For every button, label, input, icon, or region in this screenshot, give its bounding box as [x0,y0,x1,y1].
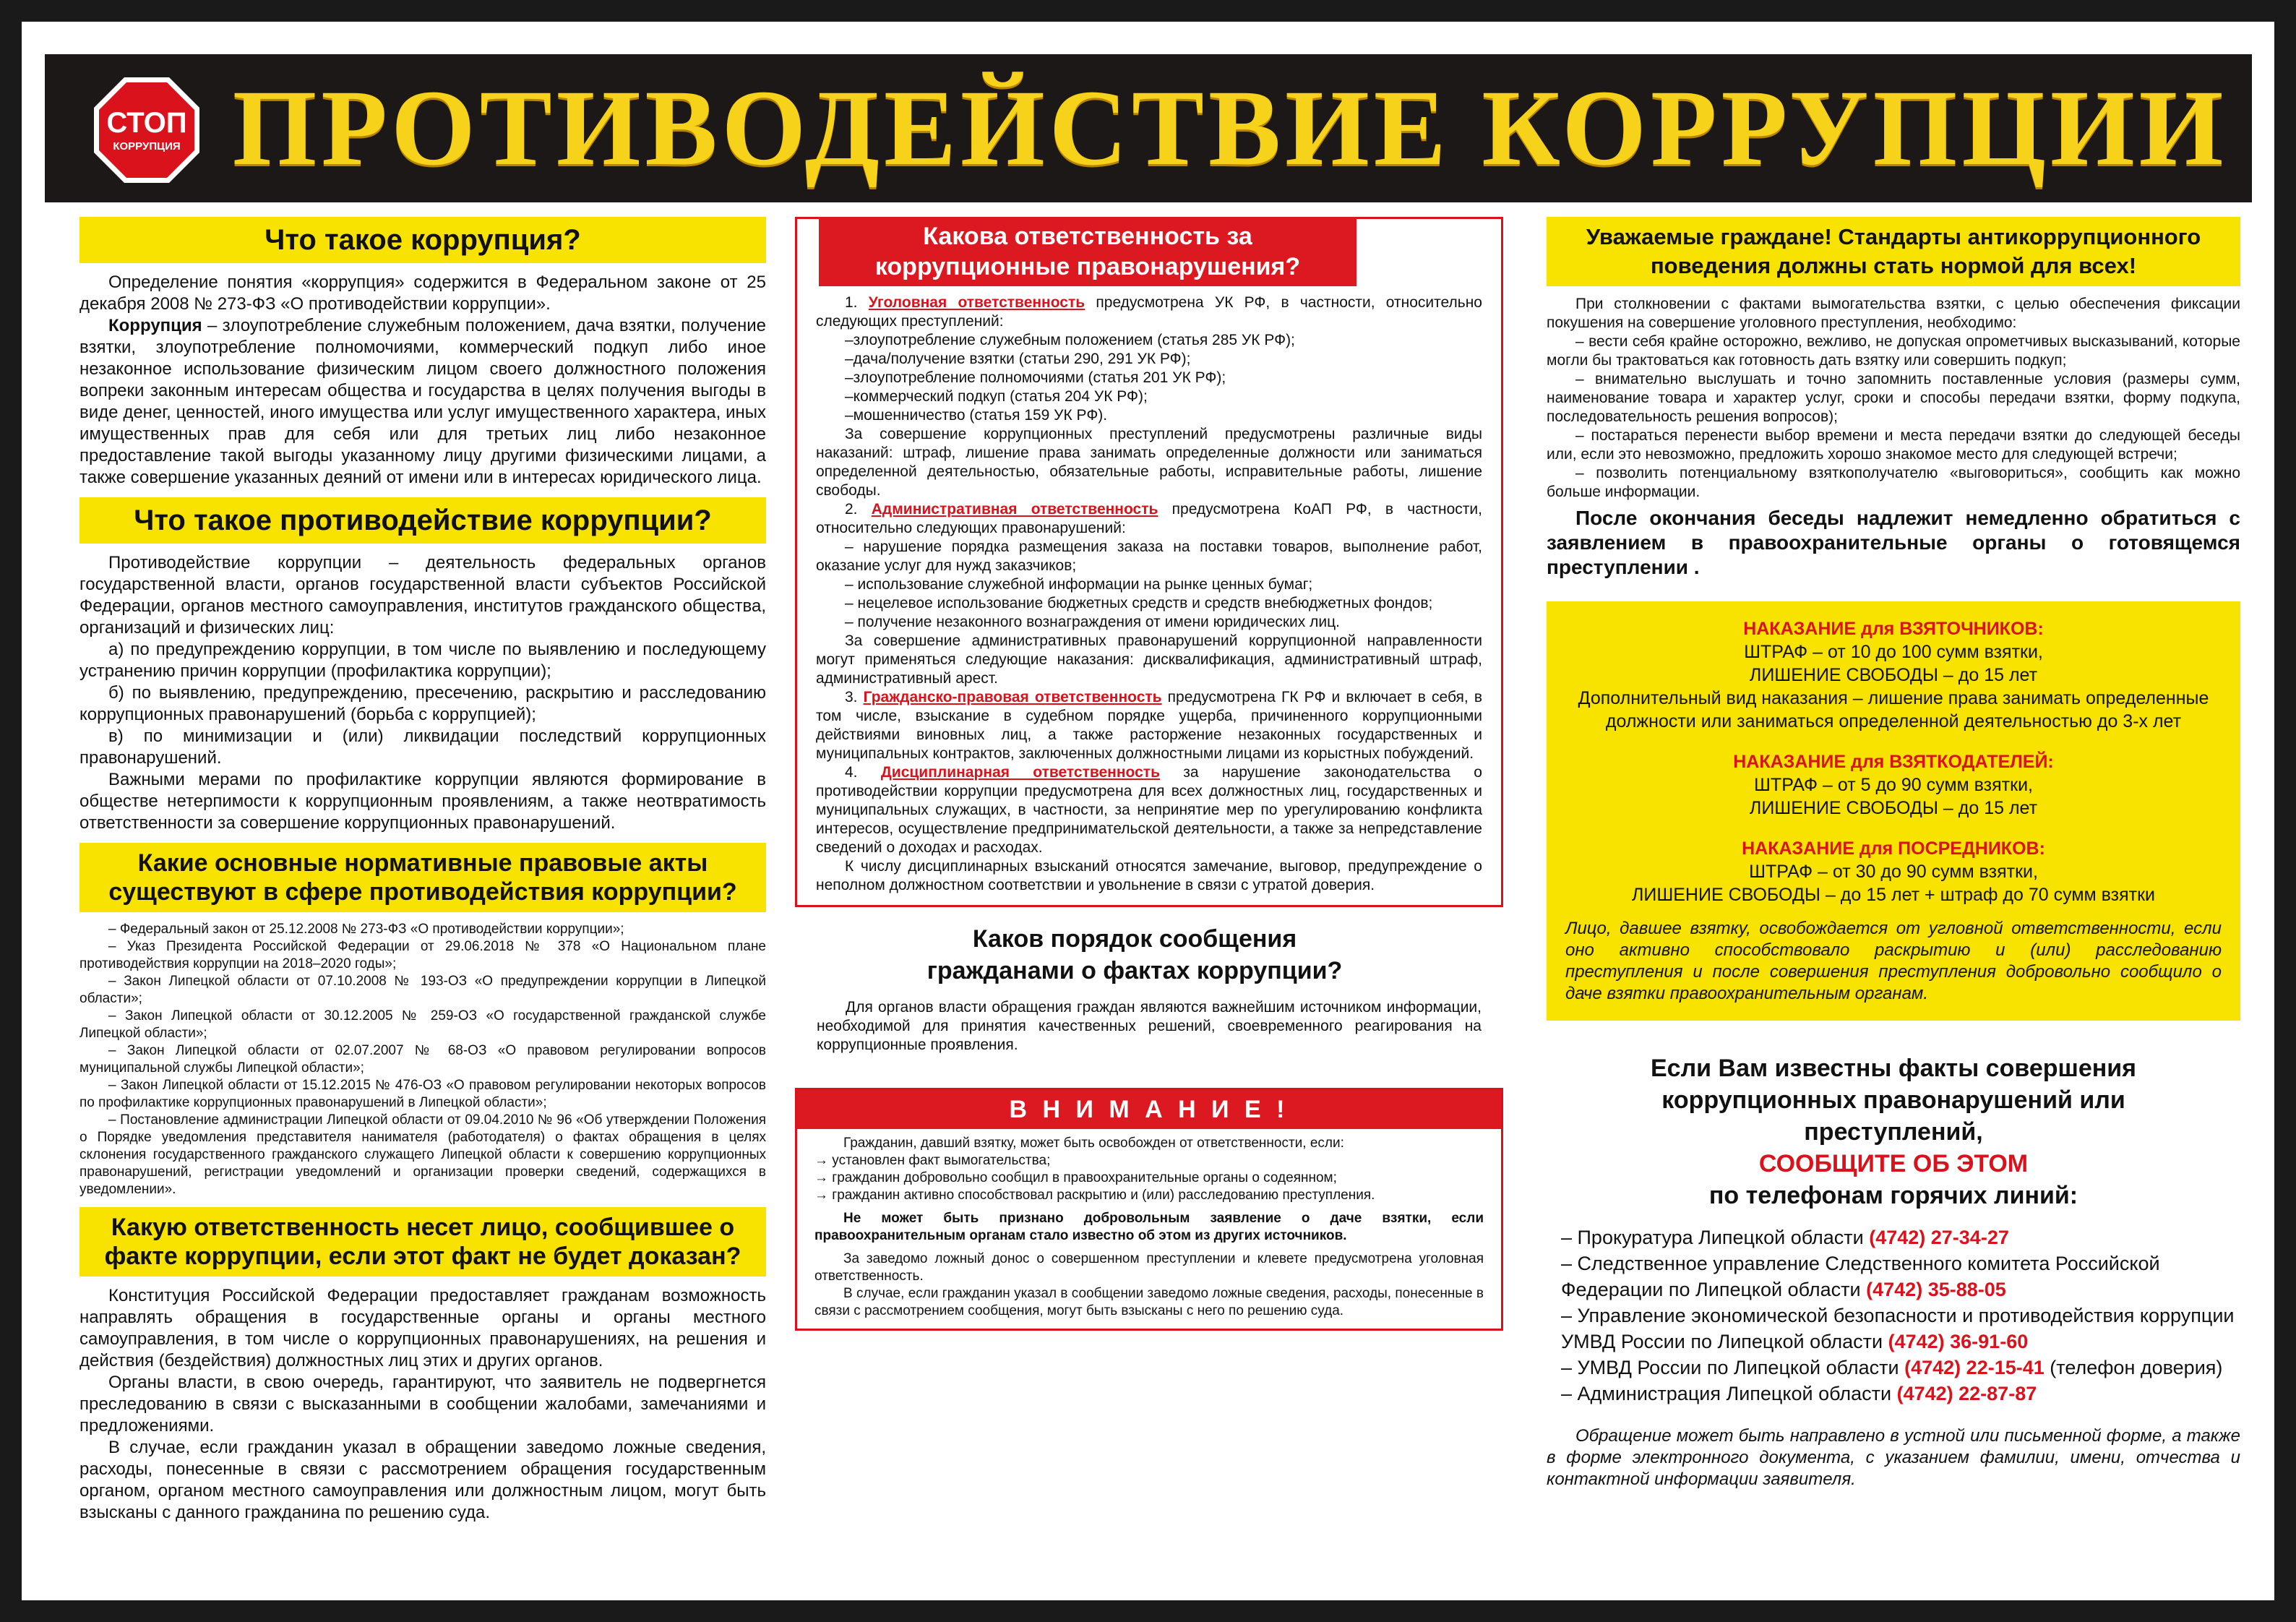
liability-civil: 3. Гражданско-правовая ответственность предусмотрена ГК РФ и включает в себя, в том числе, взыскание в судебном порядке ущерба, причиненного коррупционными действиями виновных лиц, а также расторжение незаконных государственных и муниципальных контрактов, заключенных должностными лицами из корыстных побуждений. [816,689,1483,762]
list-item: – Федеральный закон от 25.12.2008 № 273-ФЗ «О противодействии коррупции»; [108,922,624,937]
administrative-liability-term: Административная ответственность [871,501,1158,518]
section-heading-what-is-countering: Что такое противодействие коррупции? [79,497,766,544]
list-item: → гражданин активно способствовал раскрытию и (или) расследованию преступления. [814,1188,1375,1203]
list-item: – Закон Липецкой области от 07.10.2008 № 193-ОЗ «О предупреждении коррупции в Липецкой области»; [79,974,766,1006]
hotline-row: – Прокуратура Липецкой области (4742) 27-34-27 [1561,1227,2009,1248]
list-item: –коммерческий подкуп (статья 204 УК РФ); [845,388,1148,405]
paragraph: За совершение коррупционных преступлений предусмотрены различные виды наказаний: штраф, лишение права занимать определенные должности или заниматься определенной деятельностью, обязательные работы, исправительные работы, лишение свободы. [816,426,1482,499]
paragraph: Для органов власти обращения граждан являются важнейшим источником информации, необходимой для принятия качественных решений, своевременного реагирования на коррупционные проявления. [817,999,1482,1053]
paragraph: Противодействие коррупции – деятельность федеральных органов государственной власти, органов государственной власти субъектов Российской Федерации, органов местного самоуправления, институтов гражданского общества, организаций и физических лиц: [79,553,766,638]
paragraph: Конституция Российской Федерации предоставляет гражданам возможность направлять обращения в государственные органы и органы местного самоуправления, в том числе о коррупционных правонарушениях, на решения и действия (бездействия) должностных лиц этих и других органов. [79,1286,766,1370]
phone-number[interactable]: (4742) 22-15-41 [1904,1357,2045,1378]
paragraph: в) по минимизации и (или) ликвидации последствий коррупционных правонарушений. [79,726,766,768]
penalty-heading-bribe-givers: НАКАЗАНИЕ для ВЗЯТКОДАТЕЛЕЙ: [1733,752,2054,772]
paragraph: При столкновении с фактами вымогательства взятки, с целью обеспечения фиксации покушения на совершение уголовного преступления, необходимо: [1547,296,2240,331]
section-heading-dear-citizens: Уважаемые граждане! Стандарты антикоррупционного поведения должны стать нормой для всех! [1547,217,2240,286]
paragraph: Органы власти, в свою очередь, гарантируют, что заявитель не подвергнется преследованию в связи с высказанными в сообщении жалобами, замечаниями и предложениями. [79,1373,766,1436]
list-item: – нарушение порядка размещения заказа на поставки товаров, выполнение работ, оказание услуг для нужд заказчиков; [816,538,1482,574]
right-column [1547,217,2240,1490]
penalty-line: ЛИШЕНИЕ СВОБОДЫ – до 15 лет + штраф до 70 сумм взятки [1631,885,2156,905]
section-heading-what-is-corruption: Что такое коррупция? [79,217,766,263]
term: Коррупция [108,316,202,335]
hotline-row: – Следственное управление Следственного комитета Российской Федерации по Липецкой области (4742) 35-88-05 [1561,1253,2160,1300]
paragraph: Определение понятия «коррупция» содержится в Федеральном законе от 25 декабря 2008 № 273-ФЗ «О противодействии коррупции». [79,273,766,314]
attention-box [795,1088,1503,1331]
criminal-liability-term: Уголовная ответственность [868,294,1085,311]
list-item: – нецелевое использование бюджетных средств и средств внебюджетных фондов; [845,595,1433,612]
hotline-section [1547,1052,2240,1490]
list-item: – постараться перенести выбор времени и места передачи взятки до следующей беседы или, если это невозможно, предложить хорошо знакомое место для следующей встречи; [1547,427,2240,463]
list-item: –злоупотребление полномочиями (статья 201 УК РФ); [845,369,1226,386]
phone-number[interactable]: (4742) 22-87-87 [1896,1383,2037,1404]
disciplinary-liability-term: Дисциплинарная ответственность [880,764,1160,781]
attention-heading: В Н И М А Н И Е ! [797,1090,1501,1129]
bold-note: Не может быть признано добровольным заявление о даче взятки, если правоохранительным органам стало известно об этом из других источников. [814,1211,1484,1243]
hotline-row: – УМВД России по Липецкой области (4742) 22-15-41 (телефон доверия) [1561,1357,2223,1378]
liability-box [795,217,1503,907]
list-item: – использование служебной информации на рынке ценных бумаг; [845,576,1313,593]
paragraph: За заведомо ложный донос о совершенном преступлении и клевете предусмотрена уголовная ответственность. [814,1251,1484,1284]
list-item: – Указ Президента Российской Федерации от 29.06.2018 № 378 «О Национальном плане противодействия коррупции на 2018–2020 годы»; [79,939,766,971]
hotline-row: – Администрация Липецкой области (4742) 22-87-87 [1561,1383,2037,1404]
civil-liability-term: Гражданско-правовая ответственность [863,689,1162,705]
list-item: – Закон Липецкой области от 15.12.2015 № 476-ОЗ «О правовом регулировании некоторых вопросов по профилактике коррупционных правонарушений в Липецкой области»; [79,1078,766,1110]
list-item: –злоупотребление служебным положением (статья 285 УК РФ); [845,332,1295,348]
poster-header [45,54,2252,202]
paragraph: За совершение административных правонарушений коррупционной направленности могут применяться следующие наказания: дисквалификация, административный штраф, административный арест. [816,632,1482,687]
list-item: – Постановление администрации Липецкой области от 09.04.2010 № 96 «Об утверждении Положения о Порядке уведомления представителя нанимателя (работодателя) о фактах обращения в целях склонения государственного гражданского служащего Липецкой области к совершению коррупционных правонарушений, регистрации уведомлений и организации проверки сведений, содержащихся в уведомлении». [79,1112,766,1197]
penalty-line: ШТРАФ – от 10 до 100 сумм взятки, [1744,642,2043,662]
section-heading-how-to-report: Каков порядок сообщения гражданами о фактах коррупции? [926,925,1343,984]
list-item: – Закон Липецкой области от 30.12.2005 № 259-ОЗ «О государственной гражданской службе Липецкой области»; [79,1008,766,1041]
liability-box-heading: Какова ответственность за коррупционные правонарушения? [819,217,1356,286]
list-item: – позволить потенциальному взяткополучателю «выговориться», сообщить как можно больше информации. [1547,465,2240,500]
paragraph: В случае, если гражданин указал в сообщении заведомо ложные сведения, расходы, понесенные в связи с рассмотрением сообщения, могут быть взысканы с него по решению суда. [814,1286,1484,1318]
penalty-heading-bribe-takers: НАКАЗАНИЕ для ВЗЯТОЧНИКОВ: [1743,619,2044,639]
list-item: – получение незаконного вознаграждения от имени юридических лиц. [845,614,1340,630]
section-heading-legal-acts: Какие основные нормативные правовые акты существуют в сфере противодействия коррупции? [79,843,766,912]
phone-number[interactable]: (4742) 35-88-05 [1866,1279,2006,1300]
paragraph: В случае, если гражданин указал в обращении заведомо ложные сведения, расходы, понесенные в связи с рассмотрением обращения государственным органом, органом местного самоуправления или должностным лицом, могут быть взысканы с данного гражданина по решению суда. [79,1438,766,1522]
phone-number[interactable]: (4742) 27-34-27 [1869,1227,2009,1248]
list-item: –мошенничество (статья 159 УК РФ). [845,407,1108,424]
paragraph: б) по выявлению, предупреждению, пресечению, раскрытию и расследованию коррупционных правонарушений (борьба с коррупцией); [79,683,766,724]
stop-badge-top: СТОП [106,107,187,139]
paragraph: а) по предупреждению коррупции, в том числе по выявлению и последующему устранению причин коррупции (профилактика коррупции); [79,640,766,681]
list-item: – вести себя крайне осторожно, вежливо, не допуская опрометчивых высказываний, которые могли бы трактоваться как готовность дать взятку или совершить подкуп; [1547,333,2240,369]
definition-text: – злоупотребление служебным положением, дача взятки, получение взятки, злоупотребление полномочиями, коммерческий подкуп либо иное незаконное использование физическим лицом своего должностного положения вопреки законным интересам общества и государства в целях получения выгоды в виде денег, ценностей, иного имущества или услуг имущественного характера, иных имущественных прав для себя или для третьих лиц либо незаконное предоставление такой выгоды указанному лицу другими физическими лицами, а также совершение указанных деяний от имени или в интересах юридического лица. [79,316,766,487]
bold-instruction: После окончания беседы надлежит немедленно обратиться с заявлением в правоохранительные органы о готовящемся преступлении . [1547,507,2240,578]
paragraph-definition [79,315,766,489]
paragraph: Гражданин, давший взятку, может быть освобожден от ответственности, если: [843,1136,1344,1151]
penalty-line: ШТРАФ – от 5 до 90 сумм взятки, [1754,775,2033,795]
list-item: → установлен факт вымогательства; [814,1153,1051,1168]
poster-title: ПРОТИВОДЕЙСТВИЕ КОРРУПЦИИ [232,68,2228,188]
paragraph: Важными мерами по профилактике коррупции являются формирование в обществе нетерпимости к коррупционным проявлениям, а также неотвратимость ответственности за совершение коррупционных правонарушений. [79,770,766,833]
middle-column [795,217,1503,1331]
penalty-line: ЛИШЕНИЕ СВОБОДЫ – до 15 лет [1749,798,2038,818]
section-heading-liability-of-informant: Какую ответственность несет лицо, сообщившее о факте коррупции, если этот факт не будет доказан? [79,1207,766,1276]
list-item: – внимательно выслушать и точно запомнить поставленные условия (размеры сумм, наименование товара и характер услуг, сроки и способы передачи взятки, форму подкупа, последовательность решения вопросов); [1547,371,2240,425]
hotline-row: – Управление экономической безопасности и противодействия коррупции УМВД России по Липецкой области (4742) 36-91-60 [1561,1305,2235,1352]
liability-disciplinary: 4. Дисциплинарная ответственность за нарушение законодательства о противодействии коррупции предусмотрена для всех должностных лиц, государственных и муниципальных служащих, в частности, за непринятие мер по урегулированию конфликта интересов, осуществление предпринимательской деятельности, а также за непредставление сведений о доходах и расходах. [816,764,1482,856]
penalty-heading-intermediaries: НАКАЗАНИЕ для ПОСРЕДНИКОВ: [1742,838,2045,859]
list-item: – Закон Липецкой области от 02.07.2007 № 68-ОЗ «О правовом регулировании вопросов муниципальной службы Липецкой области»; [79,1043,766,1076]
phone-number[interactable]: (4742) 36-91-60 [1888,1331,2029,1352]
hotline-heading: Если Вам известны факты совершения коррупционных правонарушений или преступлений, [1650,1055,2137,1146]
paragraph: К числу дисциплинарных взысканий относятся замечание, выговор, предупреждение о неполном должностном соответствии и увольнение в связи с утратой доверия. [816,858,1482,893]
hotline-footer-note: Обращение может быть направлено в устной или письменной форме, а также в форме электронного документа, с указанием фамилии, имени, отчества и контактной информации заявителя. [1547,1426,2240,1489]
penalties-box [1547,601,2240,1021]
exemption-note: Лицо, давшее взятку, освобождается от угловной ответственности, если оно активно способствовало раскрытию и (или) расследованию преступления и после совершения преступления добровольно сообщило о даче взятки правоохранительным органам. [1565,919,2222,1003]
list-item: → гражданин добровольно сообщил в правоохранительные органы о содеянном; [814,1170,1337,1185]
hotline-subheading: по телефонам горячих линий: [1708,1182,2078,1209]
penalty-line: ШТРАФ – от 30 до 90 сумм взятки, [1749,862,2038,882]
list-item: –дача/получение взятки (статьи 290, 291 УК РФ); [845,351,1191,367]
hotline-call-to-action: СООБЩИТЕ ОБ ЭТОМ [1758,1150,2029,1177]
stop-sign-icon [93,76,201,184]
liability-administrative: 2. Административная ответственность предусмотрена КоАП РФ, в частности, относительно следующих правонарушений: [816,501,1482,536]
liability-criminal: 1. Уголовная ответственность предусмотрена УК РФ, в частности, относительно следующих преступлений: [816,294,1482,330]
left-column [79,217,766,1524]
penalty-line: ЛИШЕНИЕ СВОБОДЫ – до 15 лет [1749,665,2038,685]
penalty-line: Дополнительный вид наказания – лишение права занимать определенные должности или заниматься определенной деятельностью до 3-х лет [1578,688,2209,731]
stop-badge-bottom: КОРРУПЦИЯ [113,140,181,153]
